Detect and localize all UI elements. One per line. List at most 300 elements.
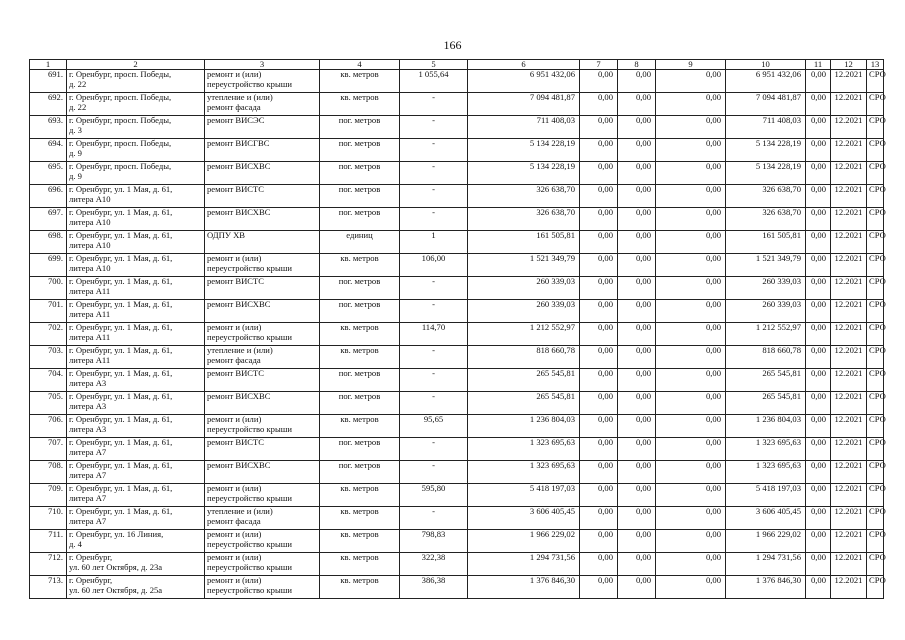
date-cell: 12.2021	[831, 484, 867, 507]
address-cell-line: литера А10	[69, 193, 111, 204]
total-cost-cell: 265 545,81	[468, 392, 580, 415]
address-cell-line: литера А3	[69, 377, 107, 388]
col11-cell: 0,00	[806, 300, 831, 323]
col9-cell: 0,00	[656, 254, 726, 277]
col9-cell: 0,00	[656, 70, 726, 93]
col8-cell: 0,00	[618, 185, 656, 208]
table-row	[30, 277, 884, 300]
column-header-3: 3	[205, 60, 320, 70]
quantity-cell: 595,80	[400, 484, 468, 507]
col9-cell: 0,00	[656, 369, 726, 392]
col10-cell: 6 951 432,06	[726, 70, 806, 93]
work-type-cell-line: переустройство крыши	[207, 331, 292, 342]
column-header-2: 2	[67, 60, 205, 70]
col8-cell: 0,00	[618, 254, 656, 277]
table-row	[30, 300, 884, 323]
col9-cell: 0,00	[656, 484, 726, 507]
col9-cell: 0,00	[656, 346, 726, 369]
source-cell: СРО	[867, 415, 884, 438]
total-cost-cell: 265 545,81	[468, 369, 580, 392]
col10-cell: 1 323 695,63	[726, 461, 806, 484]
unit-cell: пог. метров	[320, 461, 400, 484]
unit-cell: пог. метров	[320, 185, 400, 208]
source-cell: СРО	[867, 116, 884, 139]
total-cost-cell: 1 521 349,79	[468, 254, 580, 277]
unit-cell: пог. метров	[320, 300, 400, 323]
table-row	[30, 70, 884, 93]
col8-cell: 0,00	[618, 415, 656, 438]
col8-cell: 0,00	[618, 70, 656, 93]
col10-cell: 1 323 695,63	[726, 438, 806, 461]
col10-cell: 1 966 229,02	[726, 530, 806, 553]
total-cost-cell: 326 638,70	[468, 185, 580, 208]
address-cell-line: г. Оренбург, ул. 1 Мая, д. 61,	[69, 253, 173, 263]
address-cell-line: г. Оренбург,	[69, 575, 113, 585]
unit-cell: кв. метров	[320, 346, 400, 369]
row-number: 703.	[30, 346, 67, 369]
work-type-cell-line: переустройство крыши	[207, 423, 292, 434]
date-cell: 12.2021	[831, 346, 867, 369]
address-cell-line: г. Оренбург, ул. 1 Мая, д. 61,	[69, 230, 173, 240]
col7-cell: 0,00	[580, 208, 618, 231]
table-row	[30, 208, 884, 231]
col9-cell: 0,00	[656, 231, 726, 254]
table-row	[30, 415, 884, 438]
address-cell-line: г. Оренбург,	[69, 552, 113, 562]
total-cost-cell: 1 323 695,63	[468, 438, 580, 461]
table-row	[30, 553, 884, 576]
quantity-cell: -	[400, 300, 468, 323]
unit-cell: кв. метров	[320, 70, 400, 93]
col8-cell: 0,00	[618, 530, 656, 553]
work-type-cell-line: ремонт ВИСХВС	[207, 460, 271, 470]
total-cost-cell: 326 638,70	[468, 208, 580, 231]
work-type-cell	[205, 185, 320, 208]
col8-cell: 0,00	[618, 323, 656, 346]
date-cell: 12.2021	[831, 208, 867, 231]
work-type-cell-line: ремонт ВИСХВС	[207, 391, 271, 401]
work-type-cell	[205, 392, 320, 415]
total-cost-cell: 7 094 481,87	[468, 93, 580, 116]
col8-cell: 0,00	[618, 438, 656, 461]
address-cell	[67, 70, 205, 93]
work-type-cell-line: переустройство крыши	[207, 262, 292, 273]
row-number: 693.	[30, 116, 67, 139]
address-cell-line: г. Оренбург, просп. Победы,	[69, 115, 172, 125]
repair-program-table	[29, 59, 884, 599]
address-cell-line: г. Оренбург, ул. 1 Мая, д. 61,	[69, 460, 173, 470]
date-cell: 12.2021	[831, 553, 867, 576]
col10-cell: 1 376 846,30	[726, 576, 806, 599]
table-row	[30, 162, 884, 185]
row-number: 695.	[30, 162, 67, 185]
unit-cell: кв. метров	[320, 415, 400, 438]
col8-cell: 0,00	[618, 461, 656, 484]
address-cell-line: д. 3	[69, 124, 82, 135]
col9-cell: 0,00	[656, 553, 726, 576]
address-cell	[67, 185, 205, 208]
row-number: 704.	[30, 369, 67, 392]
quantity-cell: 1	[400, 231, 468, 254]
total-cost-cell: 818 660,78	[468, 346, 580, 369]
address-cell	[67, 461, 205, 484]
unit-cell: кв. метров	[320, 93, 400, 116]
col8-cell: 0,00	[618, 553, 656, 576]
work-type-cell	[205, 208, 320, 231]
row-number: 700.	[30, 277, 67, 300]
address-cell-line: ул. 60 лет Октября, д. 25а	[69, 584, 163, 595]
work-type-cell	[205, 576, 320, 599]
date-cell: 12.2021	[831, 507, 867, 530]
work-type-cell	[205, 415, 320, 438]
row-number: 691.	[30, 70, 67, 93]
address-cell-line: д. 9	[69, 170, 82, 181]
col10-cell: 711 408,03	[726, 116, 806, 139]
col11-cell: 0,00	[806, 438, 831, 461]
col11-cell: 0,00	[806, 231, 831, 254]
col7-cell: 0,00	[580, 70, 618, 93]
address-cell-line: литера А11	[69, 331, 111, 342]
col9-cell: 0,00	[656, 116, 726, 139]
column-header-7: 7	[580, 60, 618, 70]
col10-cell: 265 545,81	[726, 369, 806, 392]
work-type-cell-line: ремонт и (или)	[207, 253, 262, 263]
table-row	[30, 93, 884, 116]
total-cost-cell: 3 606 405,45	[468, 507, 580, 530]
col7-cell: 0,00	[580, 300, 618, 323]
address-cell-line: г. Оренбург, ул. 1 Мая, д. 61,	[69, 483, 173, 493]
date-cell: 12.2021	[831, 185, 867, 208]
date-cell: 12.2021	[831, 438, 867, 461]
address-cell-line: д. 4	[69, 538, 82, 549]
col9-cell: 0,00	[656, 438, 726, 461]
col8-cell: 0,00	[618, 392, 656, 415]
work-type-cell	[205, 438, 320, 461]
col10-cell: 1 236 804,03	[726, 415, 806, 438]
col11-cell: 0,00	[806, 323, 831, 346]
quantity-cell: -	[400, 208, 468, 231]
col10-cell: 260 339,03	[726, 300, 806, 323]
row-number: 697.	[30, 208, 67, 231]
col10-cell: 161 505,81	[726, 231, 806, 254]
work-type-cell	[205, 139, 320, 162]
source-cell: СРО	[867, 530, 884, 553]
total-cost-cell: 1 323 695,63	[468, 461, 580, 484]
total-cost-cell: 260 339,03	[468, 277, 580, 300]
row-number: 702.	[30, 323, 67, 346]
date-cell: 12.2021	[831, 162, 867, 185]
quantity-cell: -	[400, 277, 468, 300]
source-cell: СРО	[867, 254, 884, 277]
address-cell-line: г. Оренбург, ул. 1 Мая, д. 61,	[69, 207, 173, 217]
row-number: 707.	[30, 438, 67, 461]
col9-cell: 0,00	[656, 185, 726, 208]
column-header-12: 12	[831, 60, 867, 70]
address-cell	[67, 277, 205, 300]
address-cell	[67, 254, 205, 277]
col9-cell: 0,00	[656, 139, 726, 162]
col11-cell: 0,00	[806, 116, 831, 139]
address-cell	[67, 116, 205, 139]
col10-cell: 326 638,70	[726, 208, 806, 231]
row-number: 708.	[30, 461, 67, 484]
address-cell-line: литера А3	[69, 423, 107, 434]
col10-cell: 260 339,03	[726, 277, 806, 300]
col11-cell: 0,00	[806, 254, 831, 277]
table-row	[30, 346, 884, 369]
col11-cell: 0,00	[806, 392, 831, 415]
source-cell: СРО	[867, 392, 884, 415]
col8-cell: 0,00	[618, 231, 656, 254]
col7-cell: 0,00	[580, 323, 618, 346]
work-type-cell-line: переустройство крыши	[207, 78, 292, 89]
unit-cell: единиц	[320, 231, 400, 254]
work-type-cell-line: утепление и (или)	[207, 92, 273, 102]
address-cell-line: литера А10	[69, 239, 111, 250]
source-cell: СРО	[867, 231, 884, 254]
col10-cell: 5 134 228,19	[726, 162, 806, 185]
total-cost-cell: 1 294 731,56	[468, 553, 580, 576]
work-type-cell-line: ремонт и (или)	[207, 69, 262, 79]
table-row	[30, 484, 884, 507]
row-number: 709.	[30, 484, 67, 507]
address-cell-line: д. 22	[69, 78, 87, 89]
col9-cell: 0,00	[656, 208, 726, 231]
table-row	[30, 438, 884, 461]
col10-cell: 1 294 731,56	[726, 553, 806, 576]
unit-cell: кв. метров	[320, 553, 400, 576]
page-number: 166	[443, 38, 462, 52]
col7-cell: 0,00	[580, 277, 618, 300]
col7-cell: 0,00	[580, 415, 618, 438]
date-cell: 12.2021	[831, 461, 867, 484]
work-type-cell-line: ремонт и (или)	[207, 414, 262, 424]
address-cell-line: литера А7	[69, 469, 107, 480]
source-cell: СРО	[867, 346, 884, 369]
col8-cell: 0,00	[618, 208, 656, 231]
col8-cell: 0,00	[618, 139, 656, 162]
work-type-cell-line: утепление и (или)	[207, 345, 273, 355]
address-cell-line: г. Оренбург, ул. 1 Мая, д. 61,	[69, 414, 173, 424]
work-type-cell-line: ремонт фасада	[207, 515, 261, 526]
unit-cell: кв. метров	[320, 530, 400, 553]
source-cell: СРО	[867, 185, 884, 208]
address-cell	[67, 484, 205, 507]
table-row	[30, 254, 884, 277]
row-number: 701.	[30, 300, 67, 323]
column-header-1: 1	[30, 60, 67, 70]
col10-cell: 3 606 405,45	[726, 507, 806, 530]
address-cell-line: г. Оренбург, ул. 1 Мая, д. 61,	[69, 437, 173, 447]
col8-cell: 0,00	[618, 369, 656, 392]
table-row	[30, 139, 884, 162]
column-header-4: 4	[320, 60, 400, 70]
col9-cell: 0,00	[656, 415, 726, 438]
col7-cell: 0,00	[580, 93, 618, 116]
col11-cell: 0,00	[806, 507, 831, 530]
date-cell: 12.2021	[831, 530, 867, 553]
address-cell-line: литера А10	[69, 262, 111, 273]
address-cell-line: г. Оренбург, ул. 1 Мая, д. 61,	[69, 345, 173, 355]
address-cell	[67, 576, 205, 599]
unit-cell: пог. метров	[320, 139, 400, 162]
col9-cell: 0,00	[656, 300, 726, 323]
quantity-cell: -	[400, 93, 468, 116]
work-type-cell	[205, 484, 320, 507]
work-type-cell-line: ремонт ВИСЭС	[207, 115, 265, 125]
col8-cell: 0,00	[618, 484, 656, 507]
work-type-cell-line: ремонт ВИСХВС	[207, 207, 271, 217]
total-cost-cell: 1 966 229,02	[468, 530, 580, 553]
work-type-cell	[205, 162, 320, 185]
unit-cell: кв. метров	[320, 507, 400, 530]
address-cell	[67, 208, 205, 231]
address-cell-line: г. Оренбург, ул. 1 Мая, д. 61,	[69, 322, 173, 332]
work-type-cell	[205, 346, 320, 369]
work-type-cell	[205, 93, 320, 116]
column-header-13: 13	[867, 60, 884, 70]
col7-cell: 0,00	[580, 576, 618, 599]
source-cell: СРО	[867, 484, 884, 507]
address-cell-line: г. Оренбург, просп. Победы,	[69, 69, 172, 79]
address-cell-line: г. Оренбург, просп. Победы,	[69, 92, 172, 102]
work-type-cell	[205, 461, 320, 484]
table-row	[30, 231, 884, 254]
work-type-cell-line: переустройство крыши	[207, 492, 292, 503]
address-cell	[67, 93, 205, 116]
row-number: 712.	[30, 553, 67, 576]
quantity-cell: 798,83	[400, 530, 468, 553]
address-cell	[67, 162, 205, 185]
date-cell: 12.2021	[831, 231, 867, 254]
table-row	[30, 369, 884, 392]
column-header-10: 10	[726, 60, 806, 70]
address-cell-line: литера А11	[69, 285, 111, 296]
col9-cell: 0,00	[656, 461, 726, 484]
col10-cell: 326 638,70	[726, 185, 806, 208]
row-number: 711.	[30, 530, 67, 553]
quantity-cell: -	[400, 116, 468, 139]
work-type-cell-line: ремонт ВИСТС	[207, 276, 265, 286]
total-cost-cell: 5 418 197,03	[468, 484, 580, 507]
col11-cell: 0,00	[806, 553, 831, 576]
source-cell: СРО	[867, 300, 884, 323]
work-type-cell-line: ремонт ВИСХВС	[207, 299, 271, 309]
quantity-cell: 114,70	[400, 323, 468, 346]
column-header-11: 11	[806, 60, 831, 70]
col8-cell: 0,00	[618, 300, 656, 323]
source-cell: СРО	[867, 93, 884, 116]
source-cell: СРО	[867, 208, 884, 231]
address-cell	[67, 139, 205, 162]
work-type-cell-line: ремонт и (или)	[207, 483, 262, 493]
address-cell-line: г. Оренбург, ул. 1 Мая, д. 61,	[69, 184, 173, 194]
row-number: 705.	[30, 392, 67, 415]
work-type-cell-line: переустройство крыши	[207, 584, 292, 595]
source-cell: СРО	[867, 277, 884, 300]
col10-cell: 5 418 197,03	[726, 484, 806, 507]
date-cell: 12.2021	[831, 323, 867, 346]
table-row	[30, 116, 884, 139]
col9-cell: 0,00	[656, 323, 726, 346]
address-cell	[67, 553, 205, 576]
col11-cell: 0,00	[806, 369, 831, 392]
address-cell-line: литера А7	[69, 492, 107, 503]
total-cost-cell: 260 339,03	[468, 300, 580, 323]
quantity-cell: 106,00	[400, 254, 468, 277]
address-cell-line: д. 9	[69, 147, 82, 158]
col9-cell: 0,00	[656, 93, 726, 116]
total-cost-cell: 711 408,03	[468, 116, 580, 139]
address-cell-line: литера А3	[69, 400, 107, 411]
col9-cell: 0,00	[656, 507, 726, 530]
total-cost-cell: 1 212 552,97	[468, 323, 580, 346]
address-cell	[67, 369, 205, 392]
quantity-cell: -	[400, 369, 468, 392]
unit-cell: кв. метров	[320, 323, 400, 346]
col9-cell: 0,00	[656, 277, 726, 300]
row-number: 696.	[30, 185, 67, 208]
work-type-cell	[205, 323, 320, 346]
col10-cell: 818 660,78	[726, 346, 806, 369]
quantity-cell: 1 055,64	[400, 70, 468, 93]
col11-cell: 0,00	[806, 461, 831, 484]
col9-cell: 0,00	[656, 530, 726, 553]
address-cell-line: литера А10	[69, 216, 111, 227]
table-row	[30, 507, 884, 530]
col7-cell: 0,00	[580, 116, 618, 139]
table-row	[30, 323, 884, 346]
table-row	[30, 392, 884, 415]
col11-cell: 0,00	[806, 185, 831, 208]
address-cell	[67, 415, 205, 438]
row-number: 699.	[30, 254, 67, 277]
source-cell: СРО	[867, 438, 884, 461]
col11-cell: 0,00	[806, 277, 831, 300]
address-cell-line: г. Оренбург, просп. Победы,	[69, 161, 172, 171]
work-type-cell-line: ремонт ВИСХВС	[207, 161, 271, 171]
col11-cell: 0,00	[806, 576, 831, 599]
col11-cell: 0,00	[806, 530, 831, 553]
col7-cell: 0,00	[580, 346, 618, 369]
col7-cell: 0,00	[580, 139, 618, 162]
work-type-cell	[205, 277, 320, 300]
column-header-5: 5	[400, 60, 468, 70]
unit-cell: пог. метров	[320, 208, 400, 231]
source-cell: СРО	[867, 369, 884, 392]
unit-cell: пог. метров	[320, 162, 400, 185]
table-body	[30, 70, 884, 599]
date-cell: 12.2021	[831, 139, 867, 162]
quantity-cell: 386,38	[400, 576, 468, 599]
address-cell-line: г. Оренбург, просп. Победы,	[69, 138, 172, 148]
unit-cell: пог. метров	[320, 392, 400, 415]
quantity-cell: -	[400, 346, 468, 369]
work-type-cell	[205, 300, 320, 323]
quantity-cell: -	[400, 461, 468, 484]
col7-cell: 0,00	[580, 369, 618, 392]
col11-cell: 0,00	[806, 208, 831, 231]
quantity-cell: -	[400, 162, 468, 185]
address-cell-line: г. Оренбург, ул. 1 Мая, д. 61,	[69, 506, 173, 516]
row-number: 706.	[30, 415, 67, 438]
quantity-cell: 95,65	[400, 415, 468, 438]
col7-cell: 0,00	[580, 438, 618, 461]
column-header-6: 6	[468, 60, 580, 70]
date-cell: 12.2021	[831, 415, 867, 438]
col8-cell: 0,00	[618, 93, 656, 116]
work-type-cell-line: ремонт фасада	[207, 354, 261, 365]
